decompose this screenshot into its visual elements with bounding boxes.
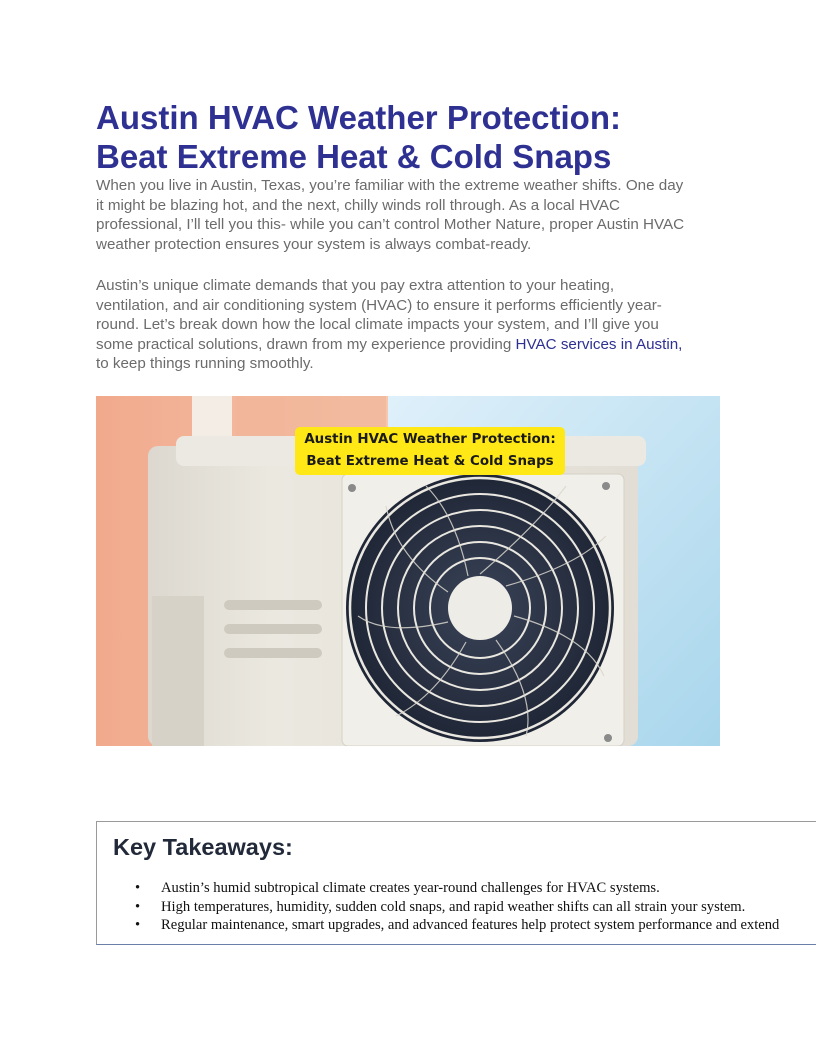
list-item [135,898,779,917]
climate-line: round. Let’s break down how the local climate impacts your system, and I’ll give you [96,316,659,333]
intro-line: When you live in Austin, Texas, you’re familiar with the extreme weather shifts. One day [96,177,684,194]
hero-caption-line-2: Beat Extreme Heat & Cold Snaps [306,454,554,469]
title-line-1: Austin HVAC Weather Protection: [96,99,621,136]
hvac-services-link[interactable]: HVAC services in Austin, [515,335,683,353]
climate-line: Austin’s unique climate demands that you pay extra attention to your heating, [96,277,615,294]
intro-line: professional, I’ll tell you this- while you can’t control Mother Nature, proper Austin HVAC [96,216,685,233]
list-item-text: Regular maintenance, smart upgrades, and advanced features help protect system performance and extend [161,917,780,934]
key-takeaways-box [96,821,816,945]
climate-paragraph [96,276,722,374]
list-item-text: High temperatures, humidity, sudden cold snaps, and rapid weather shifts can all strain your system. [161,898,746,915]
title-line-2: Beat Extreme Heat & Cold Snaps [96,138,612,175]
intro-line: it might be blazing hot, and the next, chilly winds roll through. As a local HVAC [96,196,620,214]
climate-line: to keep things running smoothly. [96,355,314,372]
climate-line: ventilation, and air conditioning system (HVAC) to ensure it performs efficiently year- [96,296,662,314]
intro-paragraph [96,176,722,254]
key-takeaways-list [135,879,779,935]
list-item-text: Austin’s humid subtropical climate creates year-round challenges for HVAC systems. [161,880,660,896]
bullet-icon: • [135,898,141,915]
climate-line-with-link [96,335,722,355]
bullet-icon: • [135,917,141,934]
hero-caption-banner [295,427,565,475]
intro-line: weather protection ensures your system is always combat-ready. [96,235,532,253]
page-title [96,98,736,176]
bullet-icon: • [135,880,141,896]
hero-image [96,396,720,746]
key-takeaways-heading: Key Takeaways: [113,834,293,860]
list-item [135,879,779,898]
list-item [135,916,779,935]
climate-line-text: some practical solutions, drawn from my experience providing [96,335,516,353]
hero-caption-line-1: Austin HVAC Weather Protection: [304,432,556,447]
